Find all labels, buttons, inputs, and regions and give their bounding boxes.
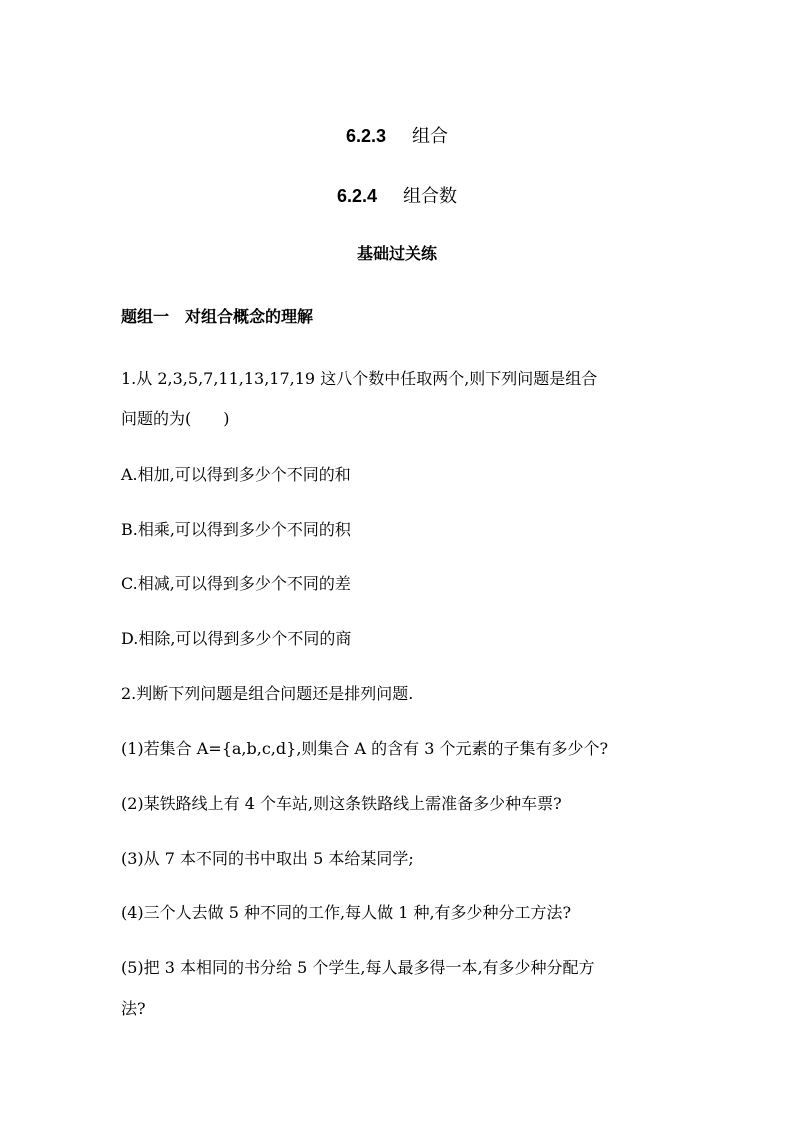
question-2-part-4: (4)三个人去做 5 种不同的工作,每人做 1 种,有多少种分工方法? (121, 903, 572, 922)
title-text: 组合数 (403, 186, 458, 207)
question-1-line-1: 1.从 2,3,5,7,11,13,17,19 这八个数中任取两个,则下列问题是组合 (121, 369, 598, 388)
question-2-part-5-line-1: (5)把 3 本相同的书分给 5 个学生,每人最多得一本,有多少种分配方 (121, 958, 595, 977)
option-c: C.相减,可以得到多少个不同的差 (121, 574, 351, 593)
option-a: A.相加,可以得到多少个不同的和 (121, 465, 351, 484)
option-b: B.相乘,可以得到多少个不同的积 (121, 520, 351, 539)
question-2-part-2: (2)某铁路线上有 4 个车站,则这条铁路线上需准备多少种车票? (121, 794, 562, 813)
question-1-line-2: 问题的为( ) (121, 409, 230, 428)
question-2-part-3: (3)从 7 本不同的书中取出 5 本给某同学; (121, 849, 414, 868)
question-2-part-5-line-2: 法? (121, 999, 146, 1018)
question-2-part-1: (1)若集合 A={a,b,c,d},则集合 A 的含有 3 个元素的子集有多少个? (121, 739, 609, 758)
option-d: D.相除,可以得到多少个不同的商 (121, 629, 352, 648)
title-text: 组合 (412, 126, 449, 147)
subtitle: 基础过关练 (356, 244, 437, 263)
section-title-6-2-4 (0, 182, 794, 208)
title-number: 6.2.4 (336, 186, 378, 206)
group-heading: 题组一 对组合概念的理解 (121, 307, 314, 326)
question-2: 2.判断下列问题是组合问题还是排列问题. (121, 684, 414, 703)
title-number: 6.2.3 (345, 126, 387, 146)
section-title-6-2-3 (0, 122, 794, 148)
